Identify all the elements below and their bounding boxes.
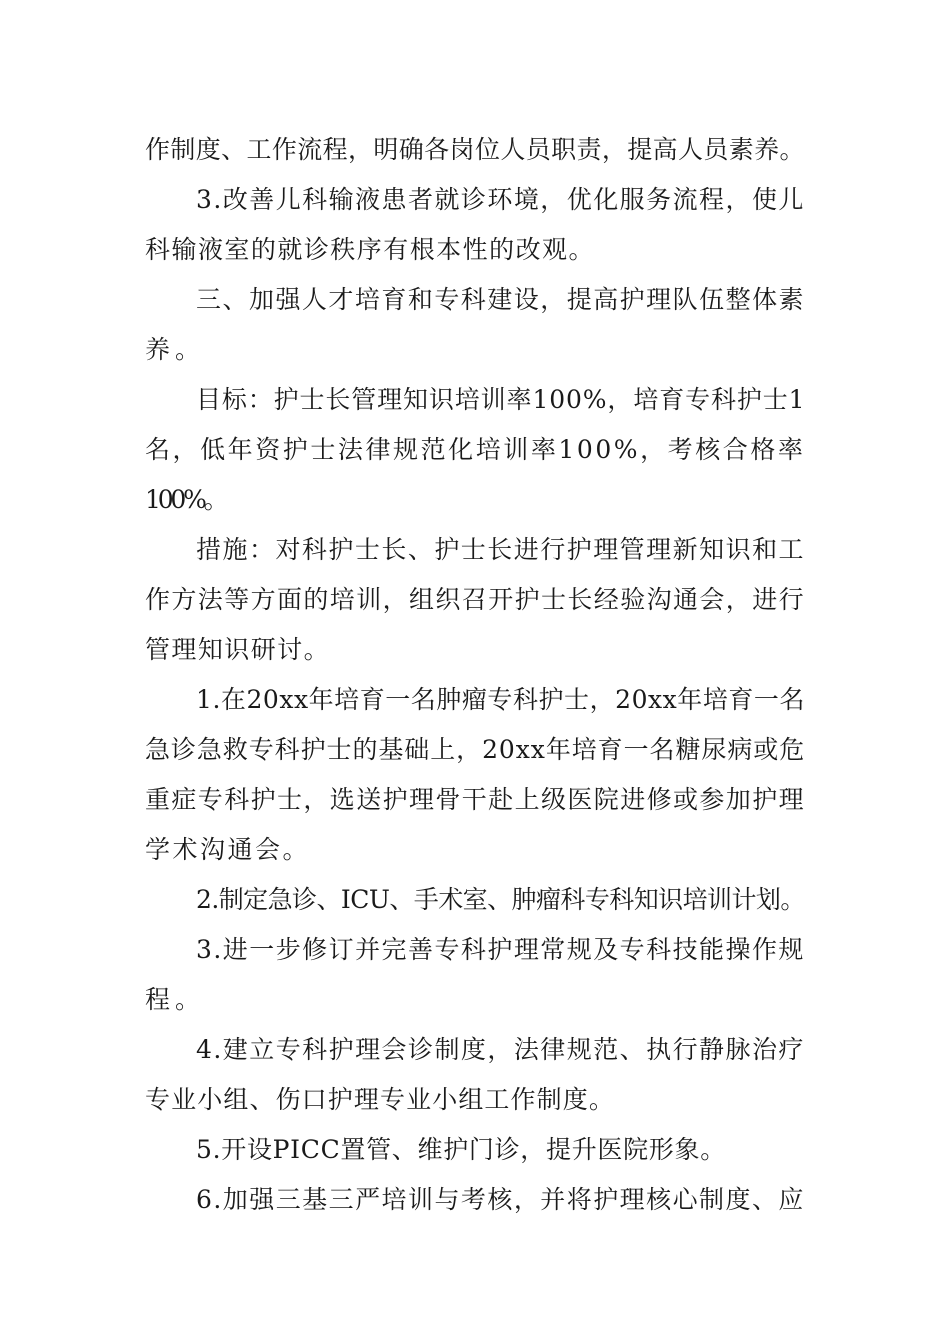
paragraph-line: 作制度、工作流程，明确各岗位人员职责，提高人员素养。 — [145, 135, 805, 164]
paragraph-line: 3.改善儿科输液患者就诊环境，优化服务流程，使儿 — [196, 185, 805, 214]
paragraph-line: 措施：对科护士长、护士长进行护理管理新知识和工 — [196, 535, 806, 564]
paragraph-line: 100%。 — [145, 485, 226, 514]
paragraph-line: 管理知识研讨。 — [145, 635, 331, 664]
paragraph-line: 科输液室的就诊秩序有根本性的改观。 — [145, 235, 595, 264]
paragraph-line: 3.进一步修订并完善专科护理常规及专科技能操作规 — [196, 935, 805, 964]
paragraph-line: 养。 — [145, 335, 206, 364]
paragraph-line: 1.在20xx年培育一名肿瘤专科护士，20xx年培育一名 — [196, 685, 805, 714]
paragraph-line: 2.制定急诊、ICU、手术室、肿瘤科专科知识培训计划。 — [196, 885, 805, 914]
paragraph-line: 学术沟通会。 — [145, 835, 311, 864]
paragraph-line: 三、加强人才培育和专科建设，提高护理队伍整体素 — [196, 285, 806, 314]
paragraph-line: 目标：护士长管理知识培训率100%，培育专科护士1 — [196, 385, 806, 414]
paragraph-line: 急诊急救专科护士的基础上，20xx年培育一名糖尿病或危 — [145, 735, 806, 764]
paragraph-line: 专业小组、伤口护理专业小组工作制度。 — [145, 1085, 615, 1114]
paragraph-line: 重症专科护士，选送护理骨干赴上级医院进修或参加护理 — [145, 785, 806, 814]
paragraph-line: 名，低年资护士法律规范化培训率100%，考核合格率 — [145, 435, 806, 464]
paragraph-line: 程。 — [145, 985, 206, 1014]
paragraph-line: 作方法等方面的培训，组织召开护士长经验沟通会，进行 — [145, 585, 806, 614]
paragraph-line: 4.建立专科护理会诊制度，法律规范、执行静脉治疗 — [196, 1035, 805, 1064]
paragraph-line: 6.加强三基三严培训与考核，并将护理核心制度、应 — [196, 1185, 805, 1214]
paragraph-line: 5.开设PICC置管、维护门诊，提升医院形象。 — [196, 1135, 726, 1164]
